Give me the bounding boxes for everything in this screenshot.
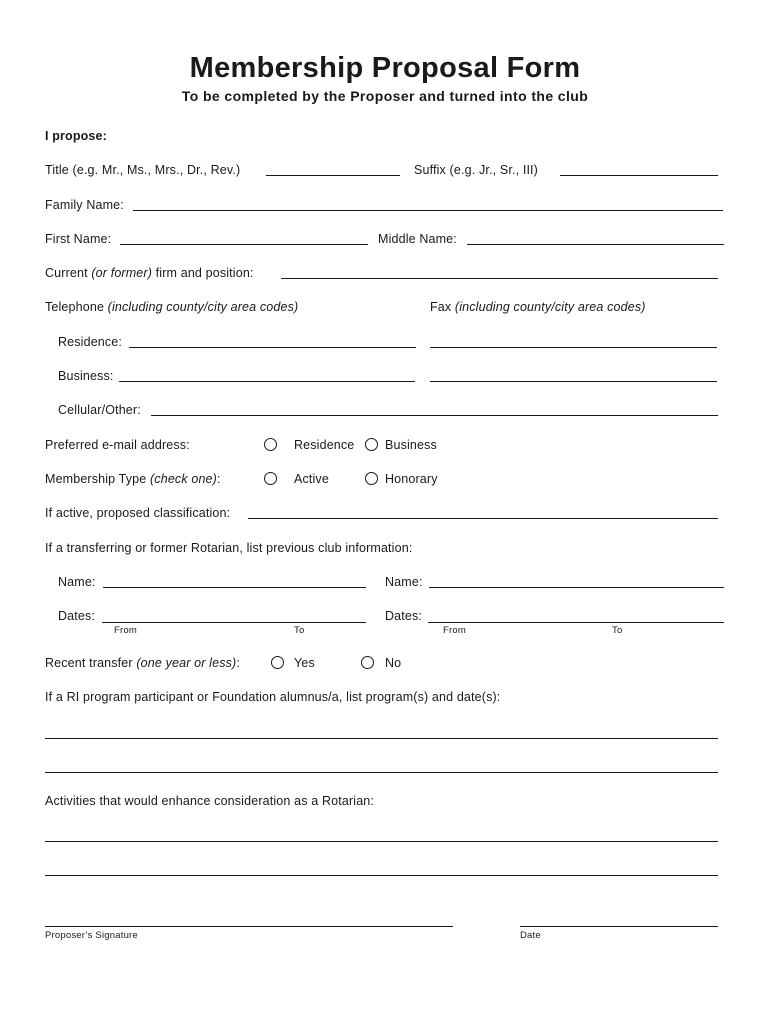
middle-name-label: Middle Name: (378, 232, 457, 246)
residence-phone-field[interactable] (129, 347, 416, 348)
signature-field[interactable] (45, 926, 453, 927)
title-label: Title (e.g. Mr., Ms., Mrs., Dr., Rev.) (45, 163, 241, 177)
email-business-label: Business (385, 438, 437, 452)
current-firm-label: Current (or former) firm and position: (45, 266, 254, 280)
fax-label: Fax (including county/city area codes) (430, 300, 646, 314)
recent-transfer-no-label: No (385, 656, 402, 670)
prev-club-name-label-1: Name: (58, 575, 96, 589)
email-residence-radio[interactable] (264, 438, 277, 451)
recent-transfer-no-radio[interactable] (361, 656, 374, 669)
dates-from-label-2: From (443, 625, 466, 636)
recent-transfer-yes-radio[interactable] (271, 656, 284, 669)
prev-club-dates-label-1: Dates: (58, 609, 96, 623)
membership-type-label: Membership Type (check one): (45, 472, 221, 486)
prev-club-dates-label-2: Dates: (385, 609, 423, 623)
classification-label: If active, proposed classification: (45, 506, 231, 520)
membership-honorary-label: Honorary (385, 472, 438, 486)
family-name-label: Family Name: (45, 198, 124, 212)
prev-club-dates-field-1[interactable] (102, 622, 366, 623)
cellular-label: Cellular/Other: (58, 403, 141, 417)
current-firm-field[interactable] (281, 278, 718, 279)
dates-to-label-2: To (612, 625, 623, 636)
dates-to-label-1: To (294, 625, 305, 636)
telephone-label: Telephone (including county/city area codes) (45, 300, 299, 314)
classification-field[interactable] (248, 518, 718, 519)
prev-club-dates-field-2[interactable] (428, 622, 724, 623)
recent-transfer-label: Recent transfer (one year or less): (45, 656, 240, 670)
signature-label: Proposer’s Signature (45, 930, 138, 941)
program-field-line-2[interactable] (45, 772, 718, 773)
prev-club-name-field-2[interactable] (429, 587, 724, 588)
residence-fax-field[interactable] (430, 347, 717, 348)
email-pref-label: Preferred e-mail address: (45, 438, 190, 452)
business-phone-field[interactable] (119, 381, 415, 382)
business-fax-field[interactable] (430, 381, 717, 382)
page-subtitle: To be completed by the Proposer and turned into the club (181, 88, 589, 104)
middle-name-field[interactable] (467, 244, 724, 245)
title-field[interactable] (266, 175, 400, 176)
activities-field-line-1[interactable] (45, 841, 718, 842)
recent-transfer-yes-label: Yes (294, 656, 315, 670)
dates-from-label-1: From (114, 625, 137, 636)
suffix-field[interactable] (560, 175, 718, 176)
membership-active-radio[interactable] (264, 472, 277, 485)
email-residence-label: Residence (294, 438, 355, 452)
suffix-label: Suffix (e.g. Jr., Sr., III) (414, 163, 538, 177)
intro-label: I propose: (45, 129, 107, 143)
residence-phone-label: Residence: (58, 335, 123, 349)
page-title: Membership Proposal Form (189, 52, 581, 84)
program-label: If a RI program participant or Foundation alumnus/a, list program(s) and date(s): (45, 690, 501, 704)
cellular-field[interactable] (151, 415, 718, 416)
family-name-field[interactable] (133, 210, 723, 211)
prev-club-name-label-2: Name: (385, 575, 423, 589)
membership-active-label: Active (294, 472, 329, 486)
prev-club-name-field-1[interactable] (103, 587, 366, 588)
date-field[interactable] (520, 926, 718, 927)
email-business-radio[interactable] (365, 438, 378, 451)
transfer-intro-label: If a transferring or former Rotarian, list previous club information: (45, 541, 413, 555)
date-label: Date (520, 930, 541, 941)
activities-label: Activities that would enhance consideration as a Rotarian: (45, 794, 375, 808)
program-field-line-1[interactable] (45, 738, 718, 739)
business-phone-label: Business: (58, 369, 114, 383)
first-name-field[interactable] (120, 244, 368, 245)
first-name-label: First Name: (45, 232, 112, 246)
activities-field-line-2[interactable] (45, 875, 718, 876)
membership-honorary-radio[interactable] (365, 472, 378, 485)
